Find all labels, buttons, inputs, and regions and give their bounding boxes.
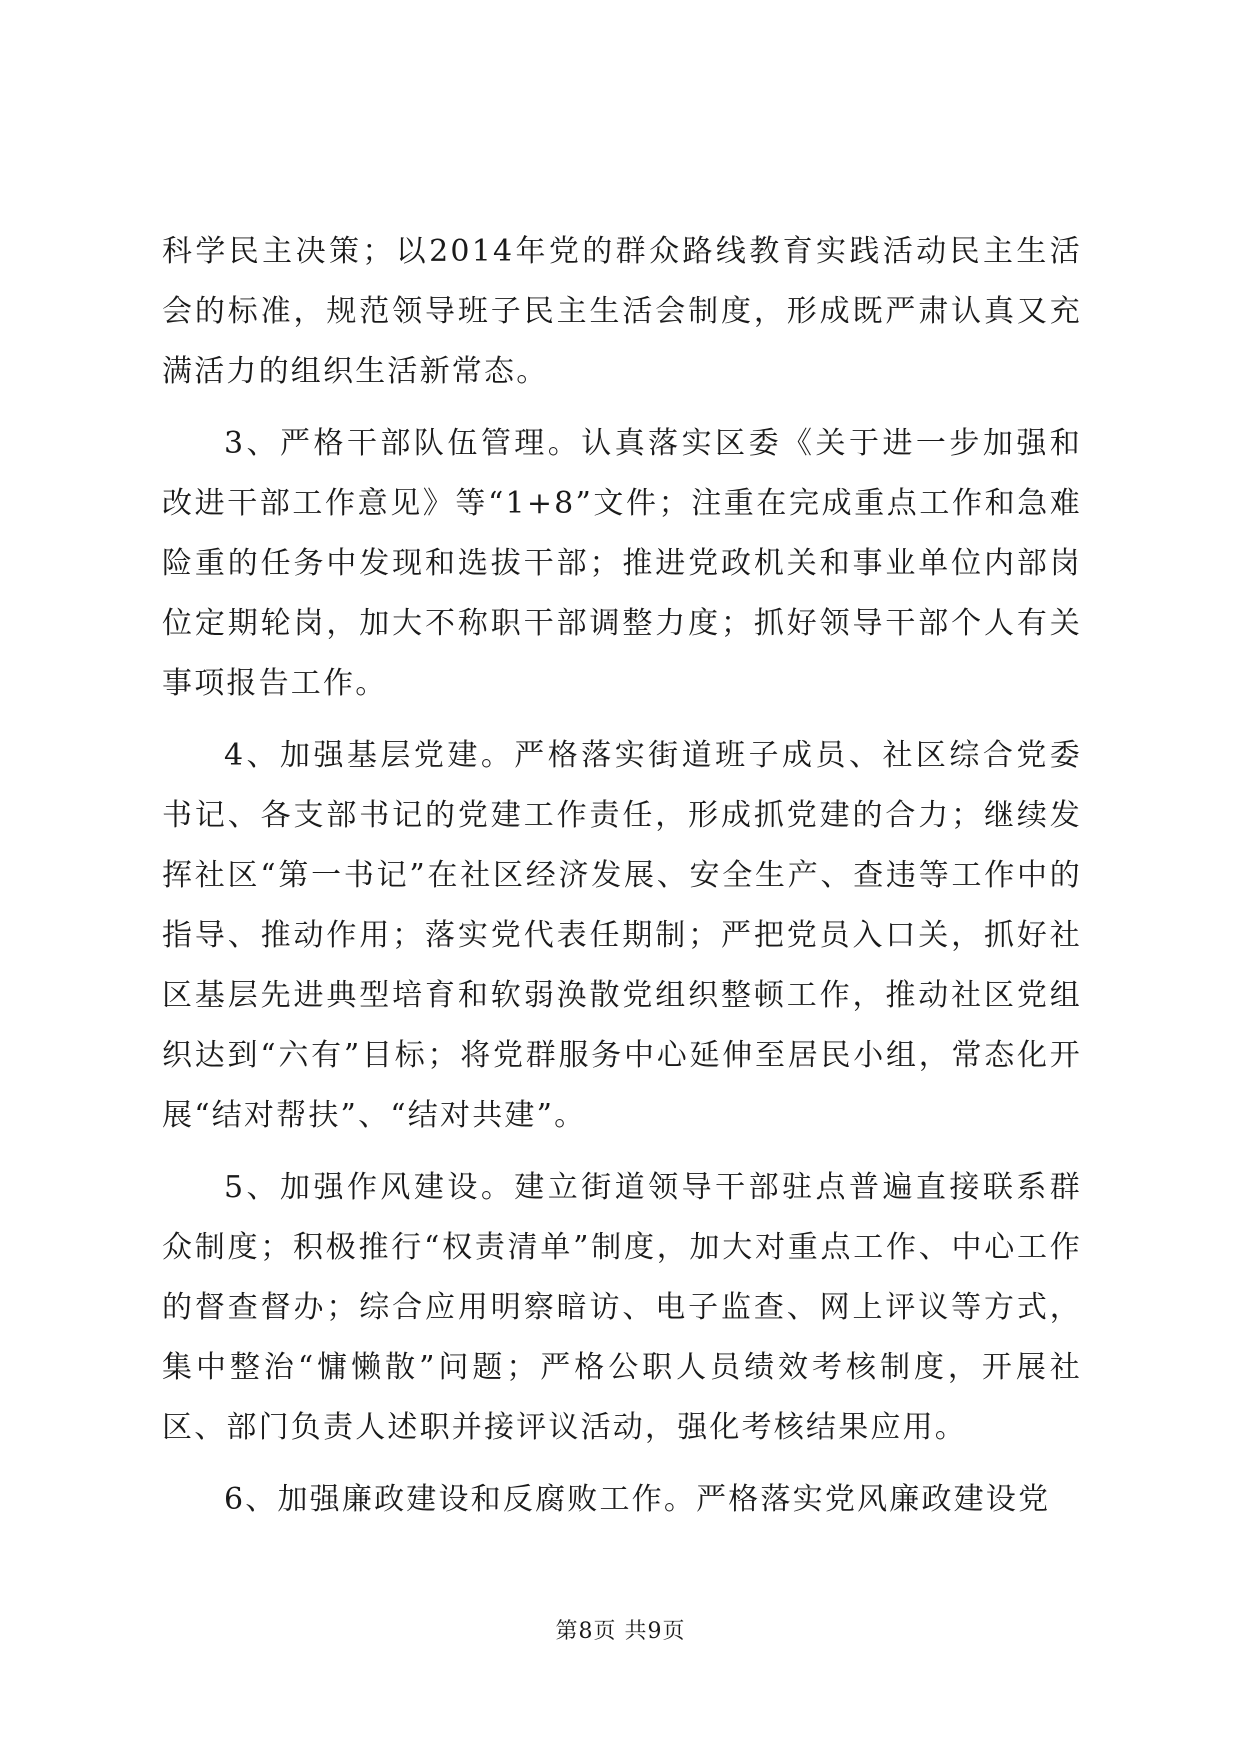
- document-body: [162, 222, 1082, 1530]
- paragraph-6-anti-corruption: 6、加强廉政建设和反腐败工作。严格落实党风廉政建设党: [224, 1482, 1051, 1517]
- page-number-footer: 第8页 共9页: [555, 1619, 686, 1644]
- paragraph-5-work-style: 5、加强作风建设。建立街道领导干部驻点普遍直接联系群众制度；积极推行“权责清单”制度，加大对重点工作、中心工作的督查督办；综合应用明察暗访、电子监查、网上评议等方式，集中整治“慵懒散”问题；严格公职人员绩效考核制度，开展社区、部门负责人述职并接评议活动，强化考核结果应用。: [162, 1170, 1082, 1445]
- paragraph-3-cadre-management: 3、严格干部队伍管理。认真落实区委《关于进一步加强和改进干部工作意见》等“1+8”文件；注重在完成重点工作和急难险重的任务中发现和选拔干部；推进党政机关和事业单位内部岗位定期轮岗，加大不称职干部调整力度；抓好领导干部个人有关事项报告工作。: [162, 426, 1082, 701]
- paragraph-continuation: 科学民主决策；以2014年党的群众路线教育实践活动民主生活会的标准，规范领导班子民主生活会制度，形成既严肃认真又充满活力的组织生活新常态。: [162, 234, 1082, 389]
- paragraph-4-grassroots-party-building: 4、加强基层党建。严格落实街道班子成员、社区综合党委书记、各支部书记的党建工作责任，形成抓党建的合力；继续发挥社区“第一书记”在社区经济发展、安全生产、查违等工作中的指导、推动作用；落实党代表任期制；严把党员入口关，抓好社区基层先进典型培育和软弱涣散党组织整顿工作，推动社区党组织达到“六有”目标；将党群服务中心延伸至居民小组，常态化开展“结对帮扶”、“结对共建”。: [162, 738, 1082, 1133]
